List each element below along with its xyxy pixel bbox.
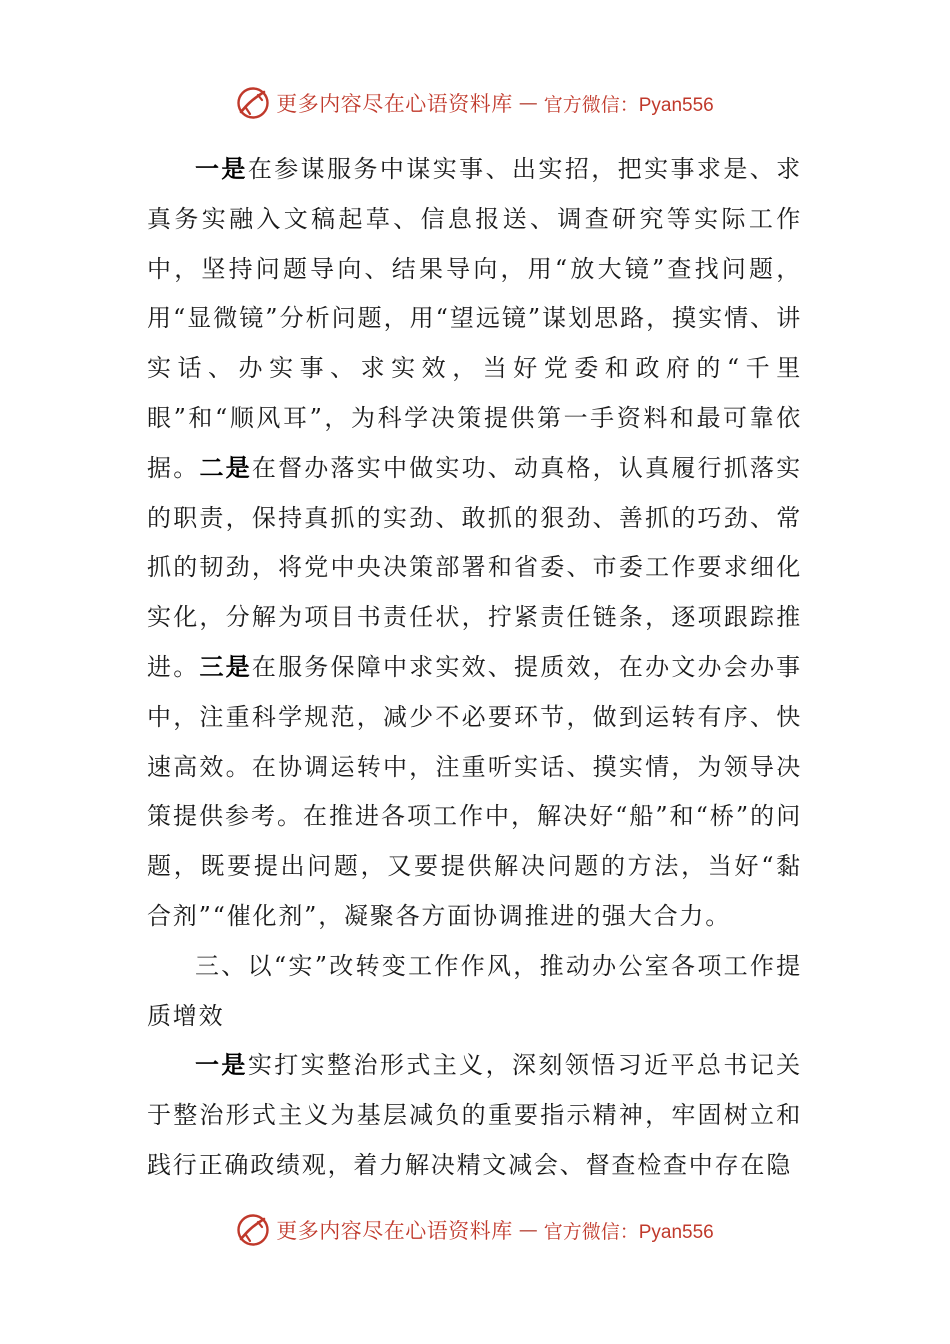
footer-watermark bbox=[0, 1210, 950, 1250]
watermark-main-text: 更多内容尽在心语资料库 bbox=[276, 92, 513, 116]
bold-marker: 一是 bbox=[195, 155, 248, 183]
watermark-separator: — bbox=[518, 92, 538, 114]
pen-logo-icon bbox=[236, 1213, 270, 1247]
watermark-wechat-text: 官方微信：Pyan556 bbox=[543, 94, 714, 116]
paragraph-text: 在服务保障中求实效、提质效，在办文办会办事中，注重科学规范，减少不必要环节，做到运转有序、快速高效。在协调运转中，注重听实话、摸实情，为领导决策提供参考。在推进各项工作中，解决好“船”和“桥”的问题，既要提出问题，又要提供解决问题的方法，当好“黏合剂”“催化剂”，凝聚各方面协调推进的强大合力。 bbox=[147, 652, 802, 930]
header-watermark bbox=[0, 83, 950, 123]
paragraph-text: 在督办落实中做实功、动真格，认真履行抓落实的职责，保持真抓的实劲、敢抓的狠劲、善抓的巧劲、常抓的韧劲，将党中央决策部署和省委、市委工作要求细化实化，分解为项目书责任状，拧紧责任链条，逐项跟踪推进。 bbox=[147, 453, 802, 681]
paragraph-text: 在参谋服务中谋实事、出实招，把实事求是、求真务实融入文稿起草、信息报送、调查研究等实际工作中，坚持问题导向、结果导向，用“放大镜”查找问题，用“显微镜”分析问题，用“望远镜”谋划思路，摸实情、讲实话、办实事、求实效，当好党委和政府的“千里眼”和“顺风耳”，为科学决策提供第一手资料和最可靠依据。 bbox=[147, 155, 802, 482]
paragraph-text: 实打实整治形式主义，深刻领悟习近平总书记关于整治形式主义为基层减负的重要指示精神，牢固树立和践行正确政绩观，着力解决精文减会、督查检查中存在隐 bbox=[147, 1051, 802, 1179]
watermark-separator: — bbox=[518, 1219, 538, 1241]
watermark-wechat-text: 官方微信：Pyan556 bbox=[543, 1221, 714, 1243]
section-heading bbox=[147, 942, 802, 1042]
pen-logo-icon bbox=[236, 86, 270, 120]
bold-marker: 三是 bbox=[199, 652, 252, 681]
document-body bbox=[147, 145, 802, 1191]
paragraph-3 bbox=[147, 1041, 802, 1190]
bold-marker: 二是 bbox=[199, 453, 252, 482]
paragraph-1 bbox=[147, 145, 802, 942]
section-heading-text: 三、以“实”改转变工作作风，推动办公室各项工作提质增效 bbox=[147, 951, 802, 1030]
bold-marker: 一是 bbox=[195, 1051, 248, 1080]
watermark-main-text: 更多内容尽在心语资料库 bbox=[276, 1219, 513, 1243]
